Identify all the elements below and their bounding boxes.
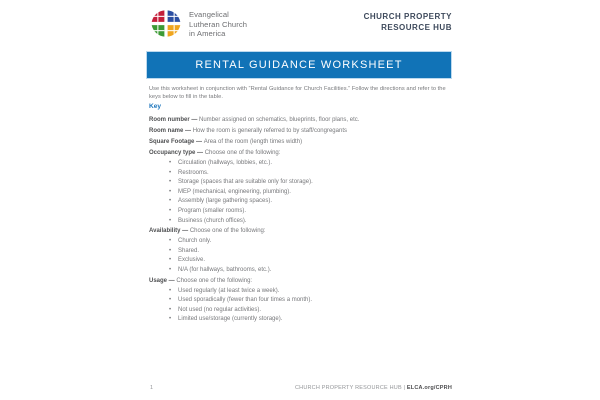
bullet-item	[149, 217, 451, 227]
entry-text: How the room is generally referred to by staff/congregants	[192, 128, 347, 134]
key-entry-line	[149, 126, 451, 137]
bullet-text: Assembly (large gathering spaces).	[178, 198, 273, 205]
bullet-text: Circulation (hallways, lobbies, etc.).	[178, 160, 273, 166]
bullet-text: Business (church offices).	[178, 217, 247, 224]
bullet-text: N/A (for hallways, bathrooms, etc.).	[178, 266, 272, 273]
entry-label: Room name	[149, 128, 184, 134]
bullet-item	[149, 188, 451, 198]
bullet-marker-icon: •	[169, 238, 172, 245]
bullet-marker-icon: •	[169, 257, 172, 264]
intro-paragraph: Use this worksheet in conjunction with “Rental Guidance for Church Facilities.” Follow the directions and refer to the keys below to fill in the table.	[149, 86, 446, 101]
key-entry-line	[149, 137, 451, 148]
key-section	[149, 102, 451, 325]
entry-bullets	[149, 159, 451, 226]
entry-text: Area of the room (length times width)	[203, 139, 303, 145]
entry-label: Usage	[149, 277, 168, 284]
entry-separator: —	[189, 117, 200, 123]
entry-text: Choose one of the following:	[189, 228, 266, 235]
key-entry	[149, 148, 451, 226]
bullet-marker-icon: •	[169, 287, 172, 294]
entry-separator: —	[194, 139, 204, 145]
page-footer	[150, 385, 452, 391]
key-entry-line	[149, 276, 451, 287]
bullet-marker-icon: •	[169, 188, 172, 195]
entry-label: Availability	[149, 228, 181, 235]
key-entries	[149, 115, 451, 325]
bullet-marker-icon: •	[169, 266, 172, 273]
page-number: 1	[150, 385, 154, 391]
key-entry	[149, 226, 451, 275]
key-entry-line	[149, 226, 451, 237]
bullet-marker-icon: •	[169, 198, 172, 205]
bullet-text: Used sporadically (fewer than four times a month).	[178, 297, 313, 304]
bullet-text: Program (smaller rooms).	[178, 207, 247, 214]
bullet-item	[149, 266, 451, 276]
bullet-text: Storage (spaces that are suitable only for storage).	[178, 179, 313, 186]
church-property-resource-hub-wordmark	[364, 7, 452, 33]
entry-label: Square Footage	[149, 139, 195, 145]
bullet-marker-icon: •	[169, 217, 172, 224]
bullet-item	[149, 296, 451, 306]
title-banner	[147, 52, 451, 78]
footer-hub-text: CHURCH PROPERTY RESOURCE HUB |	[294, 385, 406, 391]
bullet-item	[149, 306, 451, 316]
brand-line: Lutheran Church	[189, 19, 248, 29]
bullet-text: Not used (no regular activities).	[178, 306, 262, 313]
key-entry	[149, 276, 451, 325]
footer-right	[295, 385, 452, 391]
page-header	[148, 7, 452, 40]
bullet-marker-icon: •	[169, 316, 172, 323]
entry-text: Number assigned on schematics, blueprints, floor plans, etc.	[199, 117, 360, 123]
brand-line: in America	[189, 29, 226, 39]
entry-text: Choose one of the following:	[204, 150, 281, 156]
bullet-item	[149, 207, 451, 217]
entry-bullets	[149, 237, 451, 275]
bullet-text: Restrooms.	[178, 169, 209, 176]
entry-separator: —	[180, 228, 190, 235]
key-entry	[149, 126, 451, 137]
bullet-item	[149, 237, 451, 247]
elca-cross-globe-logo-icon	[148, 7, 184, 40]
bullet-text: Limited use/storage (currently storage).	[178, 316, 283, 323]
bullet-marker-icon: •	[169, 297, 172, 304]
key-entry-line	[149, 115, 451, 126]
bullet-item	[149, 287, 451, 297]
entry-text: Choose one of the following:	[176, 277, 253, 284]
page-title: RENTAL GUIDANCE WORKSHEET	[195, 59, 403, 71]
entry-bullets	[149, 287, 451, 325]
hub-line: CHURCH PROPERTY	[363, 12, 452, 21]
key-heading: Key	[149, 103, 162, 110]
key-entry	[149, 137, 451, 148]
bullet-marker-icon: •	[169, 179, 172, 186]
document-page	[148, 0, 452, 400]
bullet-text: Exclusive.	[178, 257, 206, 264]
bullet-marker-icon: •	[169, 160, 172, 166]
bullet-text: Church only.	[178, 238, 212, 245]
bullet-marker-icon: •	[169, 306, 172, 313]
entry-label: Room number	[149, 117, 190, 123]
entry-separator: —	[167, 277, 177, 284]
bullet-item	[149, 159, 451, 169]
bullet-marker-icon: •	[169, 169, 172, 176]
entry-label: Occupancy type	[149, 150, 196, 156]
elca-brand-name	[189, 7, 247, 40]
bullet-marker-icon: •	[169, 207, 172, 214]
bullet-item	[149, 197, 451, 207]
entry-separator: —	[183, 128, 193, 134]
bullet-item	[149, 178, 451, 188]
key-entry	[149, 115, 451, 126]
bullet-text: Shared.	[178, 247, 200, 254]
hub-line: RESOURCE HUB	[381, 22, 452, 32]
entry-separator: —	[195, 150, 205, 156]
bullet-marker-icon: •	[169, 247, 172, 254]
bullet-item	[149, 247, 451, 257]
bullet-text: Used regularly (at least twice a week).	[178, 287, 280, 294]
bullet-item	[149, 256, 451, 266]
bullet-text: MEP (mechanical, engineering, plumbing).	[178, 188, 291, 195]
footer-url: ELCA.org/CPRH	[406, 385, 452, 391]
bullet-item	[149, 169, 451, 179]
bullet-item	[149, 315, 451, 325]
brand-line: Evangelical	[189, 10, 229, 19]
elca-brand	[148, 7, 247, 40]
key-entry-line	[149, 148, 451, 159]
